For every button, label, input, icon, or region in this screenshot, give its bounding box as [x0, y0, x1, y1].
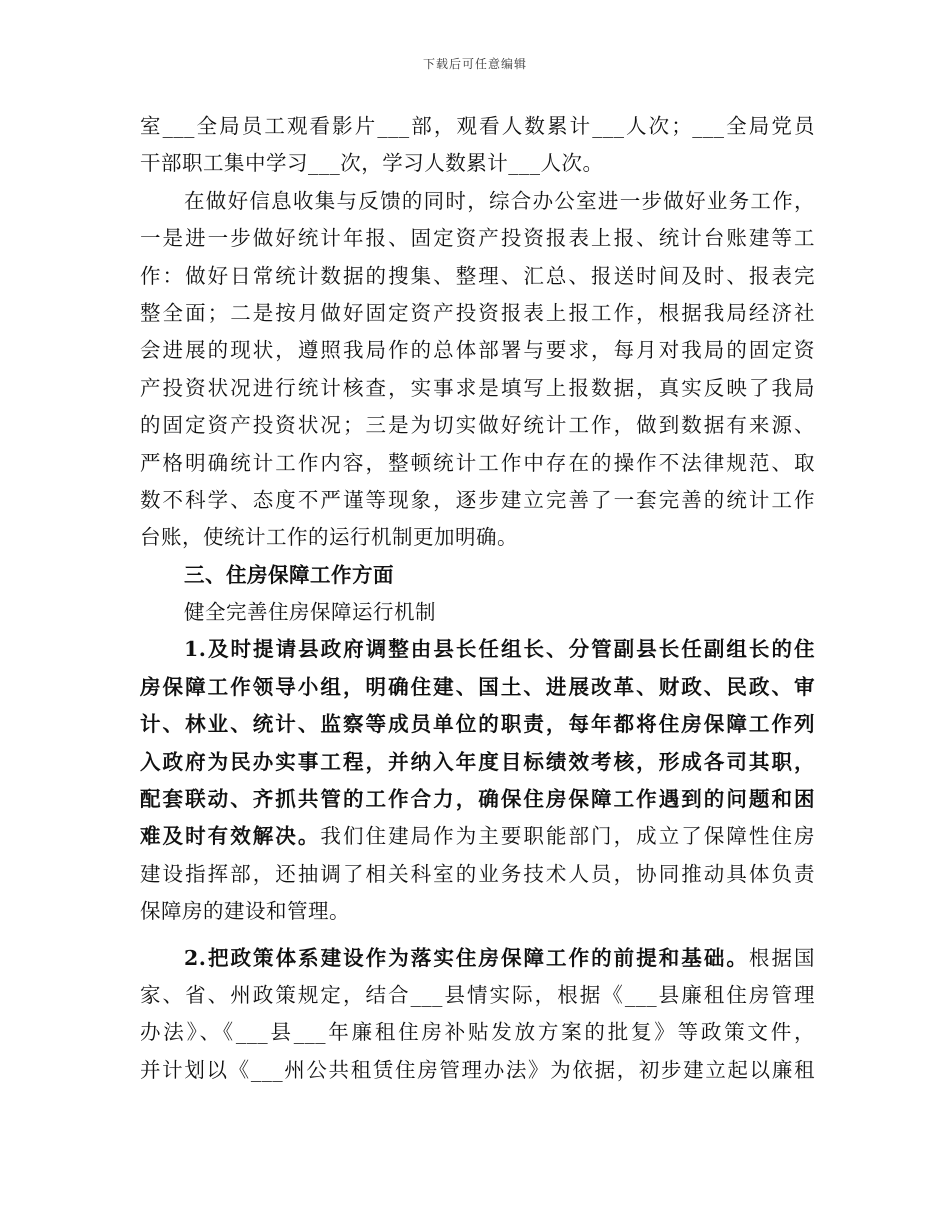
text-line: 房保障工作领导小组，明确住建、国土、进展改革、财政、民政、审 — [140, 674, 815, 699]
text-segment: 我们住建局作为主要职能部门，成立了保障性住房 — [320, 824, 816, 849]
text-line: 1.及时提请县政府调整由县长任组长、分管副县长任副组长的住 — [184, 637, 815, 662]
text-line — [140, 818, 815, 855]
text-segment: 2.把政策体系建设作为落实住房保障工作的前提和基础。 — [184, 945, 749, 970]
text-line: 整全面；二是按月做好固定资产投资报表上报工作，根据我局经济社 — [140, 300, 815, 325]
text-line — [140, 940, 815, 977]
text-segment: 难及时有效解决。 — [140, 824, 321, 849]
text-line: 数不科学、态度不严谨等现象，逐步建立完善了一套完善的统计工作 — [140, 487, 815, 512]
text-line: 会进展的现状，遵照我局作的总体部署与要求，每月对我局的固定资 — [140, 338, 815, 363]
text-line: 入政府为民办实事工程，并纳入年度目标绩效考核，形成各司其职， — [140, 749, 815, 774]
text-line: 室___全局员工观看影片___部，观看人数累计___人次；___全局党员 — [140, 114, 815, 138]
text-line: 干部职工集中学习___次，学习人数累计___人次。 — [140, 151, 604, 176]
text-line: 作：做好日常统计数据的搜集、整理、汇总、报送时间及时、报表完 — [140, 263, 815, 288]
text-line: 台账，使统计工作的运行机制更加明确。 — [140, 525, 518, 550]
text-segment: 根据国 — [748, 945, 816, 970]
page-header: 下载后可任意编辑 — [422, 57, 527, 71]
text-line: 一是进一步做好统计年报、固定资产投资报表上报、统计台账建等工 — [140, 226, 815, 251]
text-line: 家、省、州政策规定，结合___县情实际，根据《___县廉租住房管理 — [140, 982, 815, 1007]
text-line: 三、住房保障工作方面 — [184, 562, 394, 587]
text-line: 在做好信息收集与反馈的同时，综合办公室进一步做好业务工作， — [184, 188, 815, 213]
text-line: 严格明确统计工作内容，整顿统计工作中存在的操作不法律规范、取 — [140, 450, 815, 475]
text-line: 的固定资产投资状况；三是为切实做好统计工作，做到数据有来源、 — [140, 413, 815, 438]
text-line: 配套联动、齐抓共管的工作合力，确保住房保障工作遇到的问题和困 — [140, 787, 815, 812]
paragraph-gap — [140, 931, 815, 940]
text-line: 计、林业、统计、监察等成员单位的职责，每年都将住房保障工作列 — [140, 712, 815, 737]
document-body — [140, 108, 815, 1089]
text-line: 保障房的建设和管理。 — [140, 899, 350, 924]
text-line: 产投资状况进行统计核查，实事求是填写上报数据，真实反映了我局 — [140, 375, 815, 400]
text-line: 健全完善住房保障运行机制 — [184, 600, 436, 625]
text-line: 并计划以《___州公共租赁住房管理办法》为依据，初步建立起以廉租 — [140, 1057, 815, 1082]
text-line: 办法》、《___县___年廉租住房补贴发放方案的批复》等政策文件， — [140, 1020, 815, 1045]
text-line: 建设指挥部，还抽调了相关科室的业务技术人员，协同推动具体负责 — [140, 861, 815, 886]
